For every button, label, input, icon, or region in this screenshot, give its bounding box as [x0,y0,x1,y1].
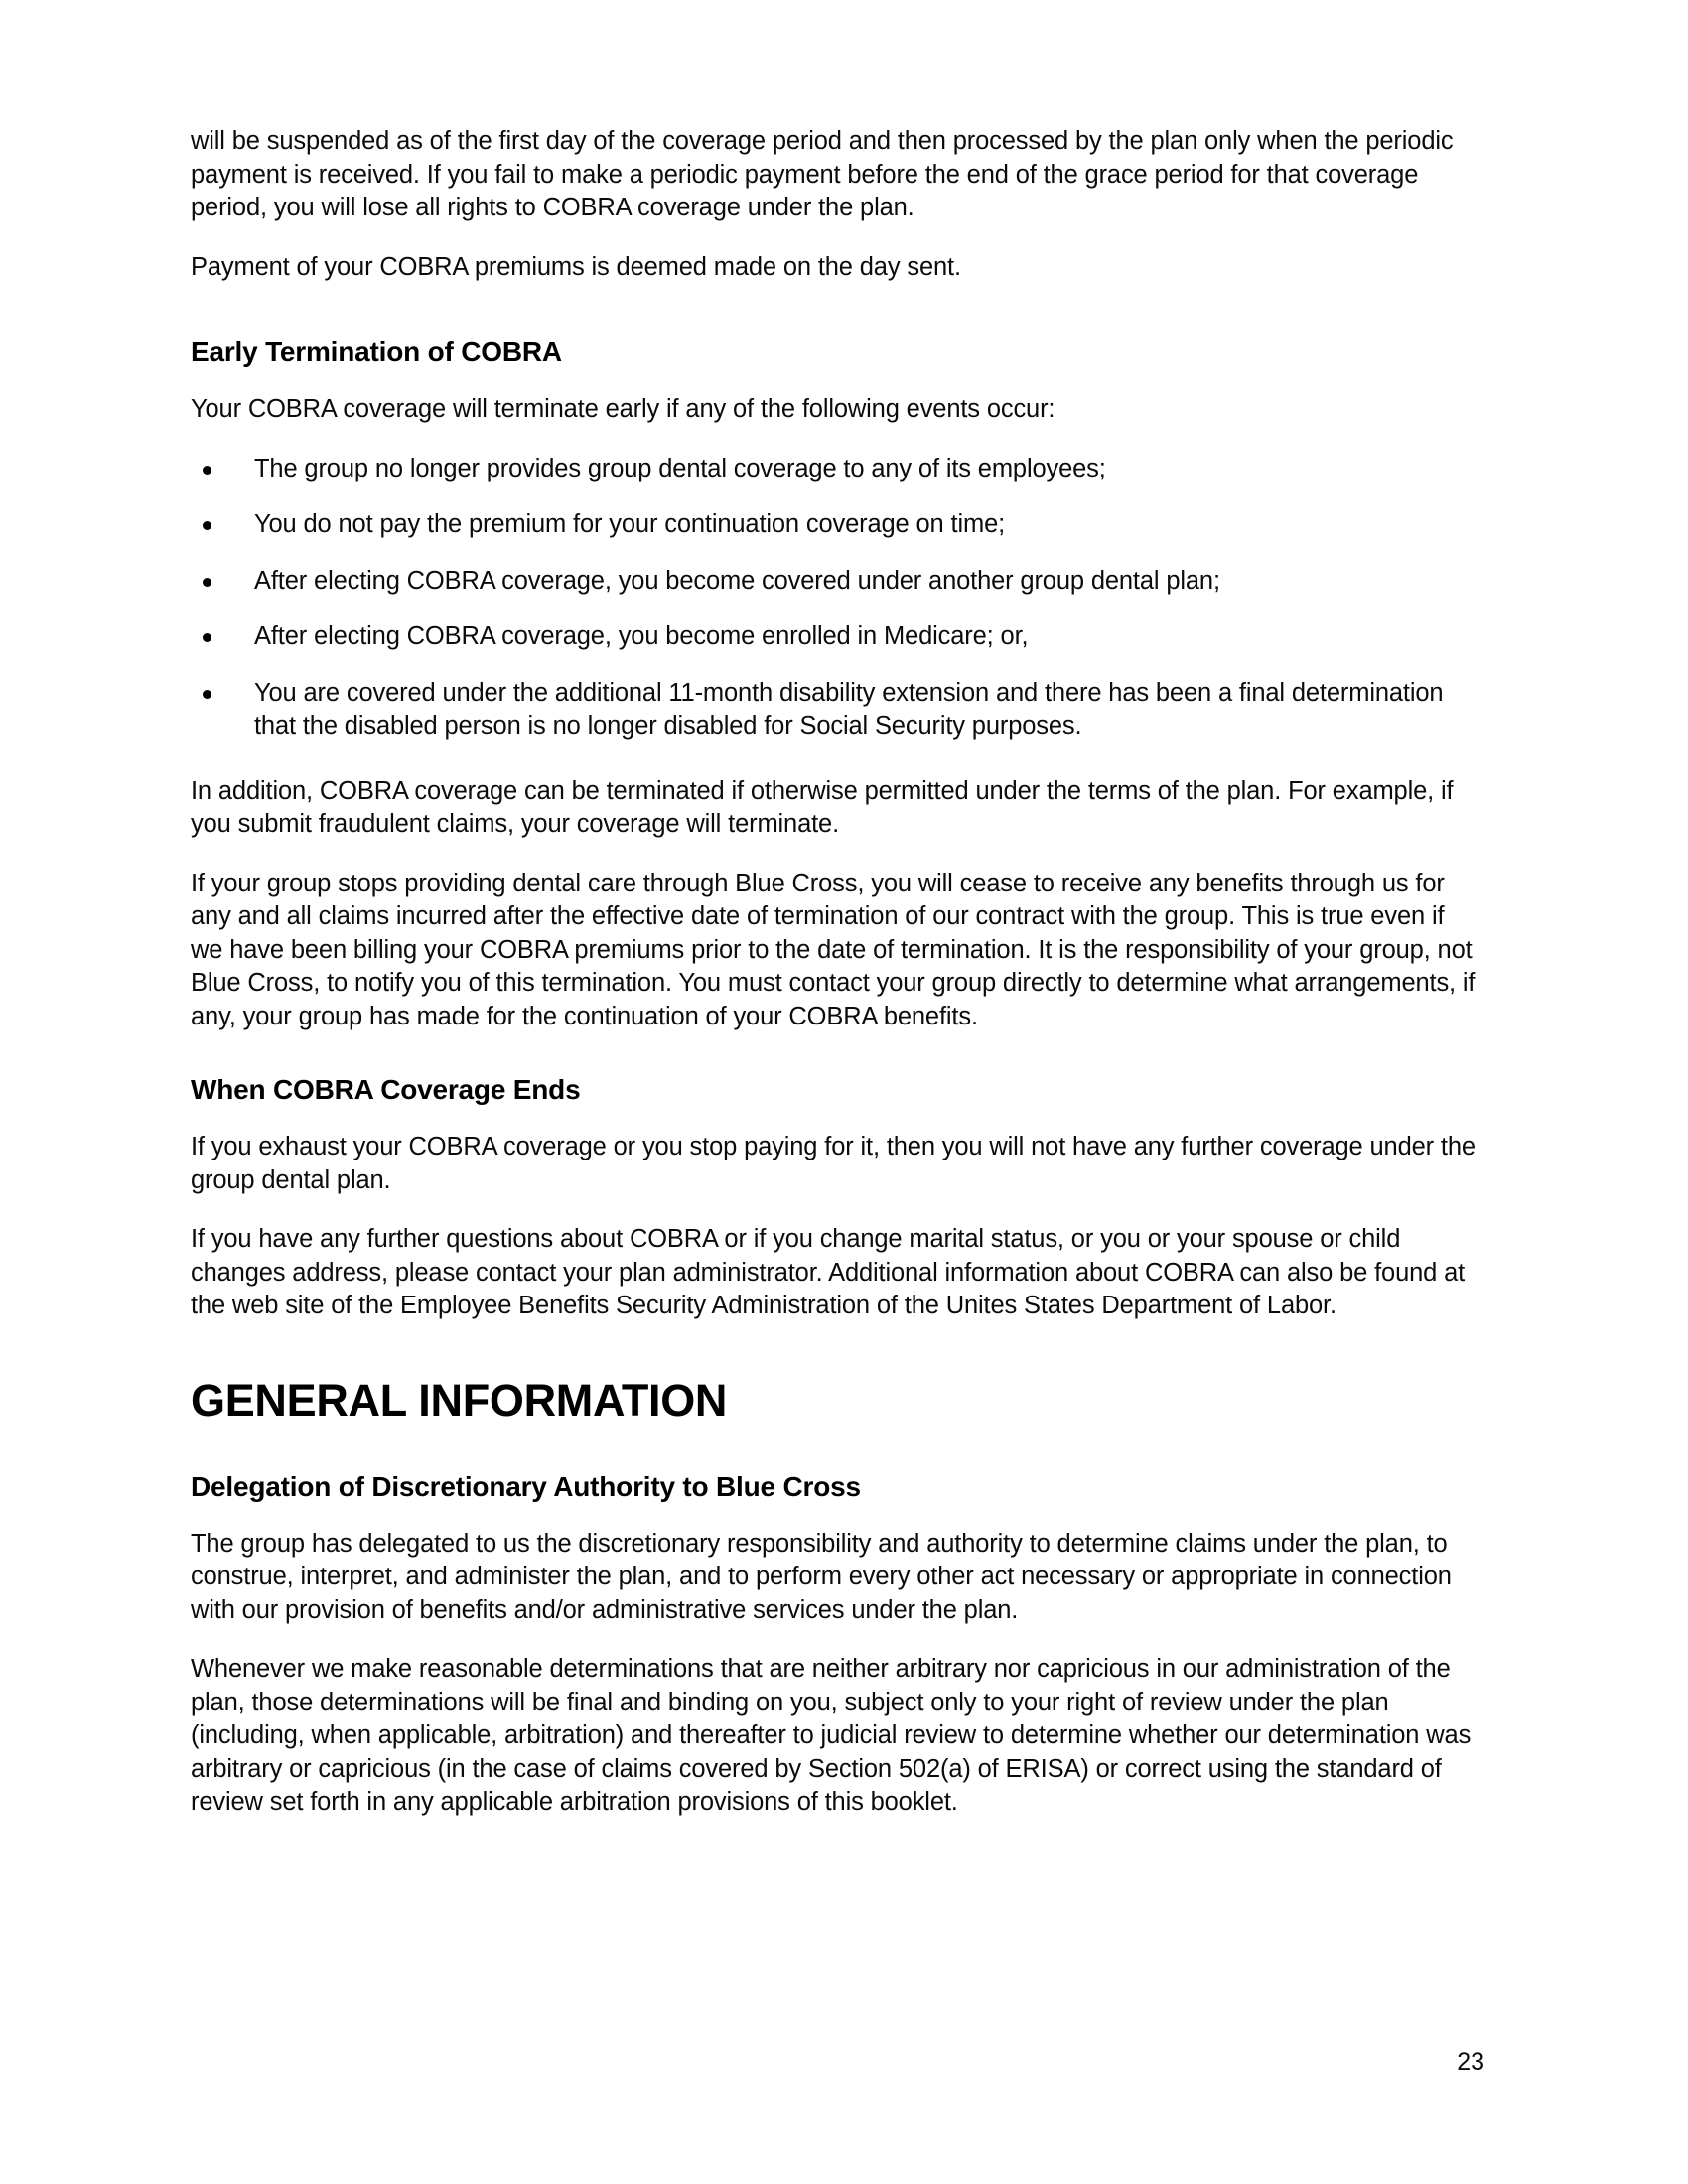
paragraph-payment-deemed: Payment of your COBRA premiums is deemed made on the day sent. [191,252,961,281]
bullet-dot-icon [203,690,211,699]
paragraph-further-questions: If you have any further questions about COBRA or if you change marital status, or you or your spouse or child changes address, please contact your plan administrator. Additional information about COBRA can also be found at the web site of the Employee Benefits Security Administration of the Unites States Department of Labor. [191,1225,1466,1319]
paragraph-in-addition: In addition, COBRA coverage can be terminated if otherwise permitted under the terms of the plan. For example, if you submit fraudulent claims, your coverage will terminate. [191,776,1454,838]
bullet-dot-icon [203,521,211,530]
list-item [191,620,1477,654]
heading-delegation-of-discretionary-authority: Delegation of Discretionary Authority to Blue Cross [191,1470,861,1502]
list-item [191,453,1477,486]
bullet-dot-icon [203,633,211,642]
page-content-column [191,125,1477,1845]
early-termination-bullet-list [191,453,1477,744]
paragraph-group-stops-providing: If your group stops providing dental care through Blue Cross, you will cease to receive any benefits through us for any and all claims incurred after the effective date of termination of our contract with the group. This is true even if we have been billing your COBRA premiums prior to the date of termination. It is the responsibility of your group, not Blue Cross, to notify you of this termination. You must contact your group directly to determine what arrangements, if any, your group has made for the continuation of your COBRA benefits. [191,869,1476,1030]
list-item-label: After electing COBRA coverage, you become enrolled in Medicare; or, [254,622,1029,650]
list-item-label: After electing COBRA coverage, you become covered under another group dental plan; [254,566,1220,595]
list-item [191,677,1477,744]
list-item-label: You are covered under the additional 11-month disability extension and there has been a final determination that the disabled person is no longer disabled for Social Security purposes. [254,678,1444,740]
paragraph-delegation-body: The group has delegated to us the discretionary responsibility and authority to determine claims under the plan, to construe, interpret, and administer the plan, and to perform every other act necessary or appropriate in connection with our provision of benefits and/or administrative services under the plan. [191,1529,1452,1624]
heading-early-termination-of-cobra: Early Termination of COBRA [191,337,562,367]
paragraph-whenever-we-make: Whenever we make reasonable determinations that are neither arbitrary nor capricious in our administration of the plan, those determinations will be final and binding on you, subject only to your right of review under the plan (including, when applicable, arbitration) and thereafter to judicial review to determine whether our determination was arbitrary or capricious (in the case of claims covered by Section 502(a) of ERISA) or correct using the standard of review set forth in any applicable arbitration provisions of this booklet. [191,1655,1472,1816]
list-item-label: You do not pay the premium for your continuation coverage on time; [254,510,1006,538]
paragraph-exhaust-coverage: If you exhaust your COBRA coverage or you stop paying for it, then you will not have any further coverage under the group dental plan. [191,1133,1476,1194]
list-item-label: The group no longer provides group dental coverage to any of its employees; [254,454,1106,482]
list-item [191,565,1477,599]
heading-when-cobra-coverage-ends: When COBRA Coverage Ends [191,1074,581,1105]
list-item [191,508,1477,542]
paragraph-early-termination-intro: Your COBRA coverage will terminate early if any of the following events occur: [191,395,1055,423]
bullet-dot-icon [203,466,211,475]
bullet-dot-icon [203,578,211,587]
page-number: 23 [1457,2048,1484,2076]
heading-general-information: GENERAL INFORMATION [191,1374,728,1426]
paragraph-continued-payment: will be suspended as of the first day of the coverage period and then processed by the plan only when the periodic payment is received. If you fail to make a periodic payment before the end of the grace period for that coverage period, you will lose all rights to COBRA coverage under the plan. [191,127,1454,221]
